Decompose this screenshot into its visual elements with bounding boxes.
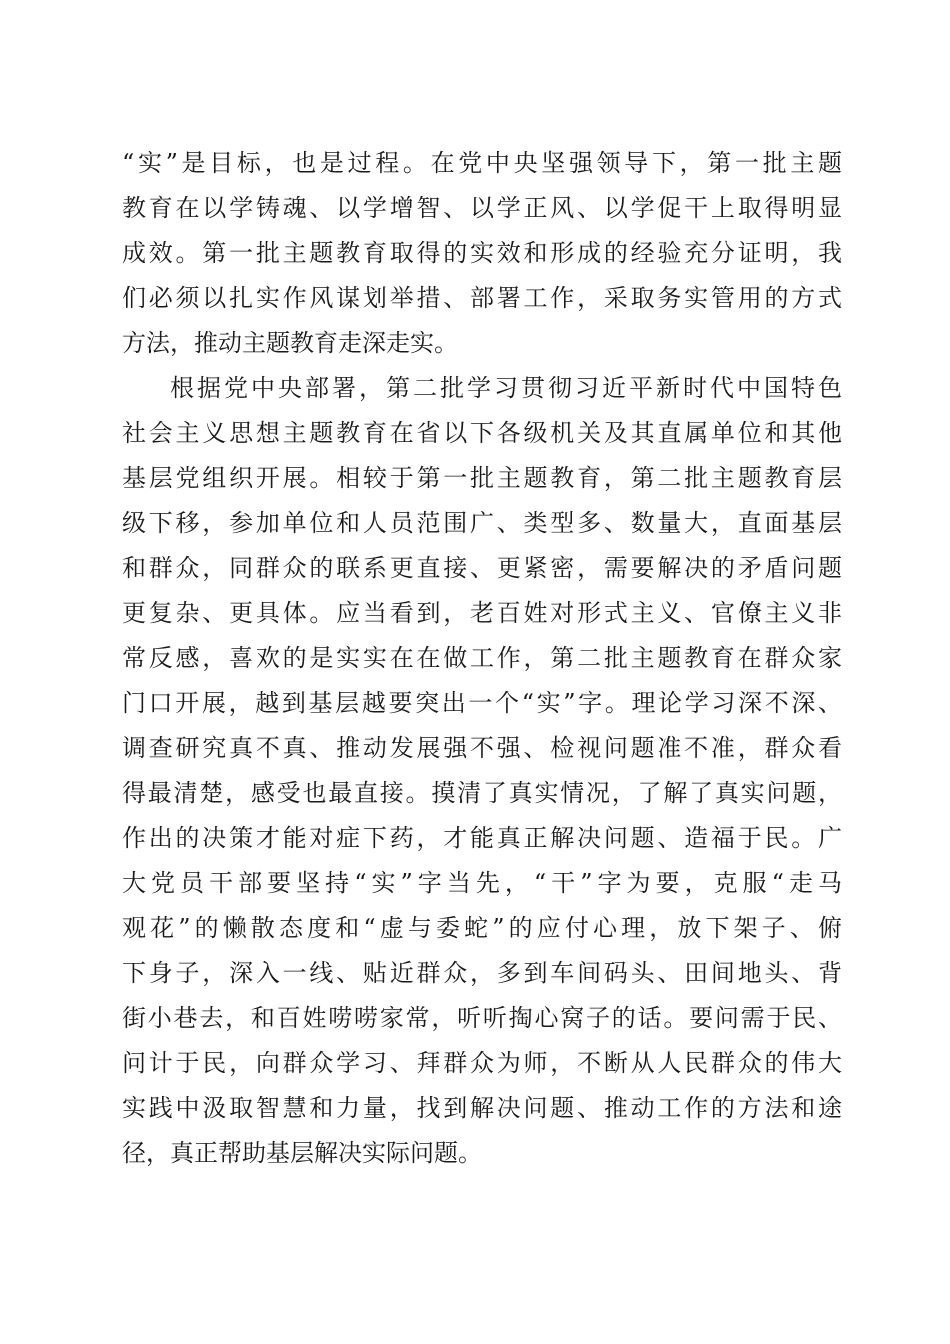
- text-line: 常反感，喜欢的是实实在在做工作，第二批主题教育在群众家: [122, 644, 842, 672]
- text-line: 级下移，参加单位和人员范围广、类型多、数量大，直面基层: [122, 509, 842, 537]
- text-line: 们必须以扎实作风谋划举措、部署工作，采取务实管用的方式: [122, 284, 842, 312]
- text-line: 教育在以学铸魂、以学增智、以学正风、以学促干上取得明显: [122, 194, 842, 222]
- text-line: 下身子，深入一线、贴近群众，多到车间码头、田间地头、背: [122, 959, 842, 987]
- text-line: 成效。第一批主题教育取得的实效和形成的经验充分证明，我: [122, 239, 842, 267]
- text-line: 社会主义思想主题教育在省以下各级机关及其直属单位和其他: [122, 419, 842, 447]
- text-line: 作出的决策才能对症下药，才能真正解决问题、造福于民。广: [122, 824, 842, 852]
- paragraph-1: [122, 141, 842, 366]
- text-line: 根据党中央部署，第二批学习贯彻习近平新时代中国特色: [170, 374, 842, 402]
- text-line: 门口开展，越到基层越要突出一个“实”字。理论学习深不深、: [122, 689, 842, 717]
- text-line: 基层党组织开展。相较于第一批主题教育，第二批主题教育层: [122, 464, 842, 492]
- text-line: 得最清楚，感受也最直接。摸清了真实情况，了解了真实问题，: [122, 779, 842, 807]
- text-line: 方法，推动主题教育走深走实。: [122, 329, 458, 357]
- text-line: 径，真正帮助基层解决实际问题。: [122, 1139, 482, 1167]
- text-line: 实践中汲取智慧和力量，找到解决问题、推动工作的方法和途: [122, 1094, 842, 1122]
- text-line: 大党员干部要坚持“实”字当先，“干”字为要，克服“走马: [122, 869, 842, 897]
- text-line: 问计于民，向群众学习、拜群众为师，不断从人民群众的伟大: [122, 1049, 842, 1077]
- document-page: [122, 141, 842, 1176]
- paragraph-2: [122, 366, 842, 1176]
- text-line: 街小巷去，和百姓唠唠家常，听听掏心窝子的话。要问需于民、: [122, 1004, 842, 1032]
- text-line: “实”是目标，也是过程。在党中央坚强领导下，第一批主题: [122, 149, 842, 177]
- text-line: 更复杂、更具体。应当看到，老百姓对形式主义、官僚主义非: [122, 599, 842, 627]
- text-line: 调查研究真不真、推动发展强不强、检视问题准不准，群众看: [122, 734, 842, 762]
- text-line: 观花”的懒散态度和“虚与委蛇”的应付心理，放下架子、俯: [122, 914, 842, 942]
- text-line: 和群众，同群众的联系更直接、更紧密，需要解决的矛盾问题: [122, 554, 842, 582]
